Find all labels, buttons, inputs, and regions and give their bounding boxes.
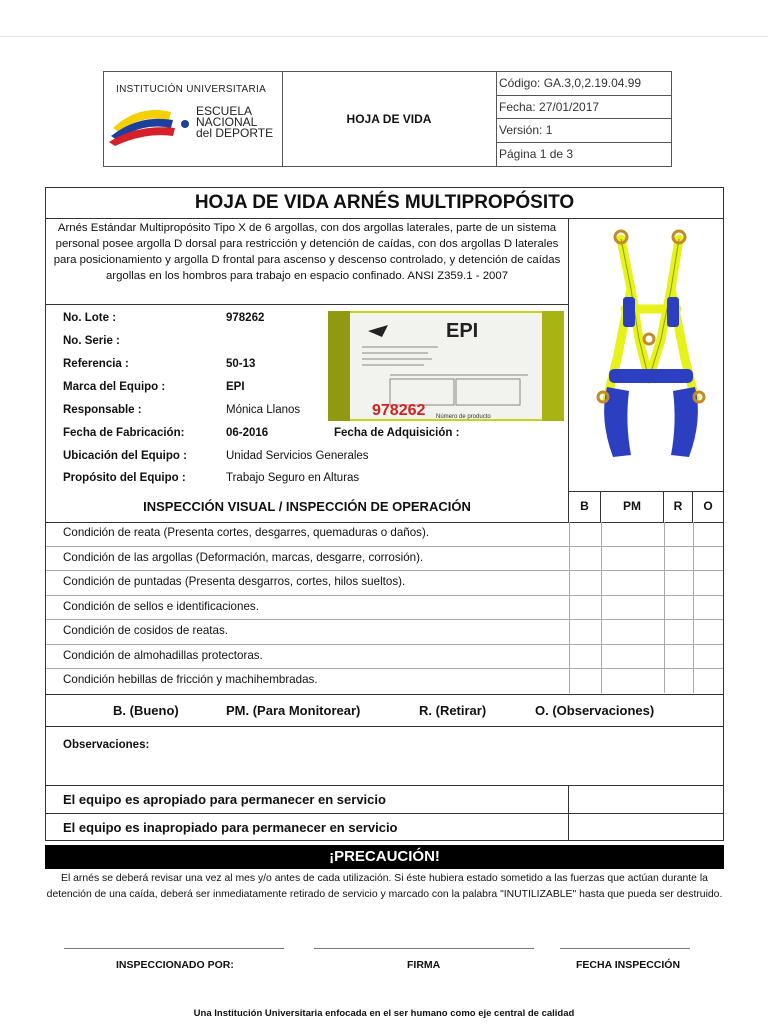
- school-name-line2: NACIONAL: [196, 115, 258, 129]
- signature-line-fecha[interactable]: [560, 948, 690, 949]
- fabricacion-value: 06-2016: [226, 427, 269, 439]
- observaciones-label: Observaciones:: [63, 739, 150, 751]
- referencia-label: Referencia :: [63, 358, 129, 370]
- inspection-header: [46, 491, 723, 523]
- school-logo-icon: [109, 98, 199, 146]
- col-pm: PM: [601, 491, 664, 522]
- check-pm[interactable]: [601, 571, 665, 595]
- institution-name: INSTITUCIÓN UNIVERSITARIA: [116, 84, 267, 95]
- proposito-label: Propósito del Equipo :: [63, 472, 186, 484]
- inspection-rows: [46, 522, 723, 694]
- lote-value: 978262: [226, 312, 265, 324]
- check-o[interactable]: [693, 620, 724, 644]
- check-o[interactable]: [693, 547, 724, 571]
- proposito-value: Trabajo Seguro en Alturas: [226, 472, 360, 484]
- check-b[interactable]: [569, 547, 602, 571]
- precaucion-banner: ¡PRECAUCIÓN!: [45, 845, 724, 869]
- observaciones-field[interactable]: [46, 727, 723, 786]
- check-pm[interactable]: [601, 547, 665, 571]
- check-pm[interactable]: [601, 522, 665, 546]
- check-r[interactable]: [664, 596, 694, 620]
- inspection-row-text: Condición de almohadillas protectoras.: [63, 648, 263, 662]
- signature-line-inspector[interactable]: [64, 948, 284, 949]
- check-r[interactable]: [664, 620, 694, 644]
- school-name-line3: del DEPORTE: [196, 126, 274, 140]
- inspection-row-text: Condición de las argollas (Deformación, marcas, desgarre, corrosión).: [63, 550, 424, 564]
- fabricacion-label: Fecha de Fabricación:: [63, 427, 185, 439]
- fecha-inspeccion-label: FECHA INSPECCIÓN: [576, 959, 681, 971]
- form-title: HOJA DE VIDA ARNÉS MULTIPROPÓSITO: [46, 188, 723, 219]
- product-label-photo: [328, 311, 564, 421]
- inspection-row: [46, 522, 723, 547]
- equipment-info: [46, 305, 569, 491]
- check-pm[interactable]: [601, 620, 665, 644]
- apropiado-box[interactable]: [568, 786, 724, 813]
- ubicacion-value: Unidad Servicios Generales: [226, 450, 369, 462]
- check-r[interactable]: [664, 522, 694, 546]
- inspection-row: [46, 547, 723, 572]
- check-r[interactable]: [664, 571, 694, 595]
- check-pm[interactable]: [601, 669, 665, 693]
- meta-pagina: Página 1 de 3: [499, 146, 574, 161]
- lote-label: No. Lote :: [63, 312, 117, 324]
- marca-value: EPI: [226, 381, 245, 393]
- precaucion-text: El arnés se deberá revisar una vez al mes y/o antes de cada utilización. Si éste hubiera estado sometido a las fuerzas que actúan durante la detención de una caída, deberá ser inmediatamente retirado de servicio y marcado con la palabra "INUTILIZABLE" hasta que pueda ser destruido.: [46, 873, 723, 900]
- label-caption: Número de producto: [436, 414, 491, 420]
- check-pm[interactable]: [601, 645, 665, 669]
- check-r[interactable]: [664, 547, 694, 571]
- footer-tagline: Una Institución Universitaria enfocada en el ser humano como eje central de calidad: [193, 1008, 575, 1019]
- inspection-row-text: Condición de reata (Presenta cortes, desgarres, quemaduras o daños).: [63, 526, 430, 539]
- inapropiado-label: El equipo es inapropiado para permanecer en servicio: [63, 820, 398, 835]
- inspection-title: INSPECCIÓN VISUAL / INSPECCIÓN DE OPERACIÓN: [46, 491, 569, 522]
- header-meta: [496, 72, 671, 166]
- inspection-row-text: Condición de sellos e identificaciones.: [63, 599, 259, 613]
- check-o[interactable]: [693, 571, 724, 595]
- check-o[interactable]: [693, 669, 724, 693]
- harness-form: [45, 187, 724, 841]
- harness-description: Arnés Estándar Multipropósito Tipo X de 6 argollas, con dos argollas laterales, parte de un sistema personal posee argolla D dorsal para restricción y detención de caídas, con dos argollas D laterales para posicionamiento y argolla D frontal para ascenso y descenso controlado, y detención de caídas argollas en los hombros para trabajo en espacio confinado. ANSI Z359.1 - 2007: [46, 219, 569, 305]
- header-title: HOJA DE VIDA: [282, 72, 497, 166]
- label-lot-number: 978262: [372, 402, 426, 419]
- inapropiado-box[interactable]: [568, 814, 724, 841]
- inspection-row: [46, 620, 723, 645]
- inapropiado-row: [46, 814, 723, 842]
- adquisicion-label: Fecha de Adquisición :: [334, 427, 460, 439]
- check-b[interactable]: [569, 645, 602, 669]
- check-b[interactable]: [569, 571, 602, 595]
- harness-icon: [569, 219, 723, 491]
- inspection-row: [46, 596, 723, 621]
- responsable-label: Responsable :: [63, 404, 142, 416]
- school-name-line1: ESCUELA: [196, 104, 253, 118]
- inspection-row: [46, 571, 723, 596]
- marca-label: Marca del Equipo :: [63, 381, 166, 393]
- meta-version: Versión: 1: [496, 119, 671, 143]
- check-b[interactable]: [569, 669, 602, 693]
- check-o[interactable]: [693, 522, 724, 546]
- check-r[interactable]: [664, 645, 694, 669]
- label-brand: EPI: [446, 320, 479, 342]
- check-b[interactable]: [569, 522, 602, 546]
- school-name: [196, 106, 273, 139]
- legend-o: O. (Observaciones): [535, 703, 655, 718]
- inspection-row: [46, 645, 723, 670]
- check-b[interactable]: [569, 620, 602, 644]
- signature-line-firma[interactable]: [314, 948, 534, 949]
- check-o[interactable]: [693, 596, 724, 620]
- inspection-row-text: Condición de cosidos de reatas.: [63, 624, 228, 637]
- inspection-row: [46, 669, 723, 694]
- referencia-value: 50-13: [226, 358, 256, 370]
- check-b[interactable]: [569, 596, 602, 620]
- page-top-rule: [0, 36, 768, 37]
- harness-image-cell: [569, 219, 723, 492]
- col-b: B: [569, 491, 601, 522]
- document-header: [103, 71, 672, 167]
- check-pm[interactable]: [601, 596, 665, 620]
- rating-legend: [46, 694, 723, 727]
- col-o: O: [703, 499, 713, 513]
- inspection-row-text: Condición hebillas de fricción y machihembradas.: [63, 673, 318, 686]
- apropiado-label: El equipo es apropiado para permanecer en servicio: [63, 792, 386, 807]
- legend-r: R. (Retirar): [419, 703, 487, 718]
- logo-cell: [104, 72, 283, 166]
- inspection-row-text: Condición de puntadas (Presenta desgarros, cortes, hilos sueltos).: [63, 575, 406, 588]
- legend-b: B. (Bueno): [113, 703, 179, 718]
- responsable-value: Mónica Llanos: [226, 404, 301, 416]
- meta-fecha: Fecha: 27/01/2017: [496, 96, 671, 120]
- col-r: R: [664, 491, 693, 522]
- check-r[interactable]: [664, 669, 694, 693]
- ubicacion-label: Ubicación del Equipo :: [63, 450, 187, 462]
- meta-codigo: Código: GA.3,0,2.19.04.99: [496, 72, 671, 96]
- inspeccionado-label: INSPECCIONADO POR:: [116, 959, 234, 971]
- firma-label: FIRMA: [407, 959, 441, 971]
- apropiado-row: [46, 786, 723, 814]
- serie-label: No. Serie :: [63, 335, 120, 347]
- check-o[interactable]: [693, 645, 724, 669]
- legend-pm: PM. (Para Monitorear): [226, 703, 361, 718]
